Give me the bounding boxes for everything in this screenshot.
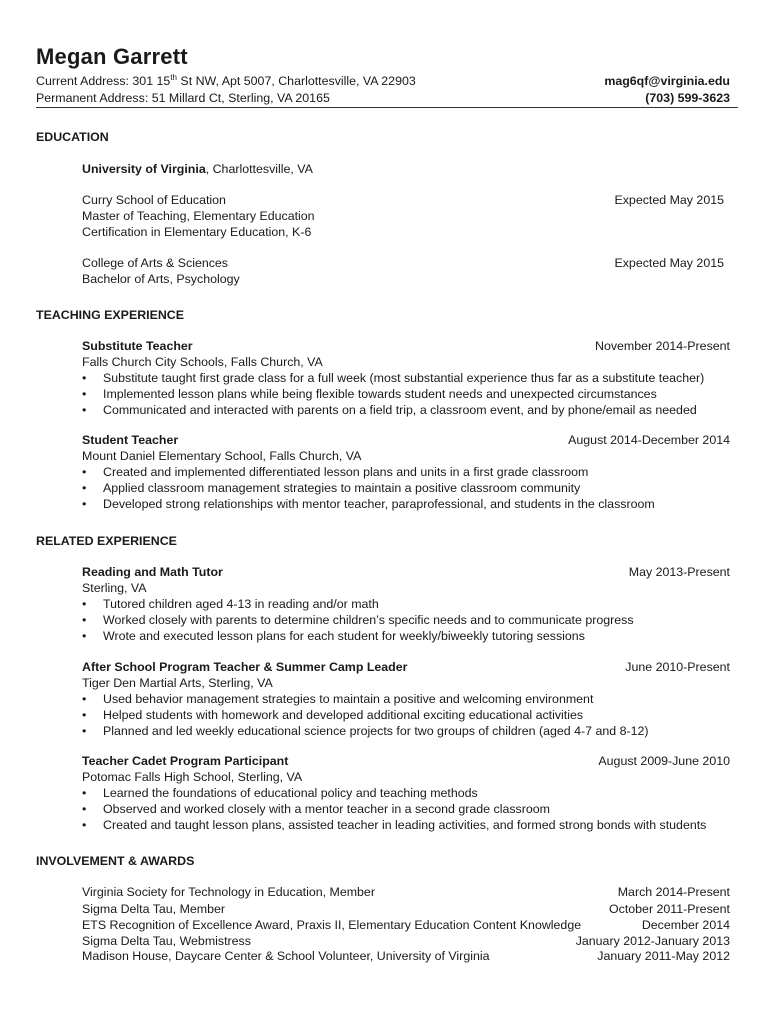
email[interactable]: mag6qf@virginia.edu <box>604 74 730 88</box>
list-item-text: Used behavior management strategies to maintain a positive and welcoming environment <box>103 692 594 706</box>
arts-school: College of Arts & Sciences <box>82 256 229 270</box>
list-item <box>82 786 478 800</box>
list-item <box>82 371 704 385</box>
job-organization: Sterling, VA <box>82 581 147 595</box>
list-item <box>82 629 585 643</box>
section-heading-related: RELATED EXPERIENCE <box>36 534 177 548</box>
job-title: After School Program Teacher & Summer Camp Leader <box>82 660 408 674</box>
list-item <box>82 597 379 611</box>
university-location: , Charlottesville, VA <box>205 162 313 176</box>
curry-date: Expected May 2015 <box>614 193 724 207</box>
permanent-address: Permanent Address: 51 Millard Ct, Sterling, VA 20165 <box>36 91 330 105</box>
list-item-text: Developed strong relationships with mentor teacher, paraprofessional, and students in the classroom <box>103 497 655 511</box>
university-line <box>82 162 313 176</box>
list-item-text: Worked closely with parents to determine children’s specific needs and to communicate progress <box>103 613 634 627</box>
job-organization: Potomac Falls High School, Sterling, VA <box>82 770 303 784</box>
current-address-superscript: th <box>170 72 177 82</box>
list-item-text: Communicated and interacted with parents on a field trip, a classroom event, and by phone/email as needed <box>103 403 697 417</box>
involvement-item: Virginia Society for Technology in Education, Member <box>82 885 375 899</box>
list-item <box>82 481 580 495</box>
header-divider <box>36 107 738 108</box>
bullet-marker: • <box>82 481 87 495</box>
involvement-item: Sigma Delta Tau, Member <box>82 902 226 916</box>
list-item <box>82 692 593 706</box>
job-organization: Falls Church City Schools, Falls Church, VA <box>82 355 323 369</box>
current-address-text: Current Address: 301 15 <box>36 74 171 88</box>
list-item-text: Applied classroom management strategies to maintain a positive classroom community <box>103 481 581 495</box>
involvement-item: Sigma Delta Tau, Webmistress <box>82 934 251 948</box>
involvement-item: Madison House, Daycare Center & School Volunteer, University of Virginia <box>82 949 490 963</box>
bullet-marker: • <box>82 371 87 385</box>
list-item-text: Substitute taught first grade class for a full week (most substantial experience thus far as a substitute teacher) <box>103 371 705 385</box>
bullet-marker: • <box>82 692 87 706</box>
list-item-text: Learned the foundations of educational policy and teaching methods <box>103 786 478 800</box>
list-item <box>82 724 649 738</box>
section-heading-teaching: TEACHING EXPERIENCE <box>36 308 185 322</box>
arts-degree: Bachelor of Arts, Psychology <box>82 272 240 286</box>
list-item-text: Created and taught lesson plans, assisted teacher in leading activities, and formed strong bonds with students <box>103 818 707 832</box>
arts-date: Expected May 2015 <box>614 256 724 270</box>
bullet-marker: • <box>82 786 87 800</box>
list-item <box>82 403 697 417</box>
job-date: May 2013-Present <box>628 565 730 579</box>
bullet-marker: • <box>82 387 87 401</box>
job-title: Substitute Teacher <box>82 339 193 353</box>
job-date: November 2014-Present <box>595 339 730 353</box>
bullet-marker: • <box>82 802 87 816</box>
involvement-date: January 2012-January 2013 <box>575 934 730 948</box>
bullet-marker: • <box>82 613 87 627</box>
list-item <box>82 465 588 479</box>
involvement-date: January 2011-May 2012 <box>597 949 730 963</box>
resume-name: Megan Garrett <box>36 44 188 69</box>
list-item-text: Created and implemented differentiated lesson plans and units in a first grade classroom <box>103 465 589 479</box>
job-date: June 2010-Present <box>625 660 730 674</box>
bullet-marker: • <box>82 465 87 479</box>
job-date: August 2009-June 2010 <box>598 754 730 768</box>
involvement-date: October 2011-Present <box>609 902 730 916</box>
curry-school: Curry School of Education <box>82 193 226 207</box>
current-address <box>36 74 416 88</box>
job-title: Student Teacher <box>82 433 179 447</box>
section-heading-education: EDUCATION <box>36 130 109 144</box>
list-item <box>82 497 655 511</box>
current-address-rest: St NW, Apt 5007, Charlottesville, VA 22903 <box>176 74 416 88</box>
list-item <box>82 708 583 722</box>
job-organization: Mount Daniel Elementary School, Falls Church, VA <box>82 449 362 463</box>
bullet-marker: • <box>82 724 87 738</box>
bullet-marker: • <box>82 629 87 643</box>
list-item-text: Tutored children aged 4-13 in reading and/or math <box>103 597 379 611</box>
job-date: August 2014-December 2014 <box>568 433 730 447</box>
bullet-marker: • <box>82 497 87 511</box>
list-item <box>82 818 706 832</box>
university-name: University of Virginia <box>82 162 206 176</box>
list-item-text: Planned and led weekly educational science projects for two groups of children (aged 4-7 and 8-12) <box>103 724 649 738</box>
list-item-text: Implemented lesson plans while being flexible towards student needs and unexpected circumstances <box>103 387 657 401</box>
list-item <box>82 802 550 816</box>
involvement-item: ETS Recognition of Excellence Award, Praxis II, Elementary Education Content Knowledge <box>82 918 582 932</box>
phone: (703) 599-3623 <box>645 91 730 105</box>
job-title: Reading and Math Tutor <box>82 565 223 579</box>
list-item <box>82 613 634 627</box>
curry-degree: Master of Teaching, Elementary Education <box>82 209 315 223</box>
involvement-date: March 2014-Present <box>617 885 730 899</box>
list-item-text: Wrote and executed lesson plans for each student for weekly/biweekly tutoring sessions <box>103 629 585 643</box>
job-title: Teacher Cadet Program Participant <box>82 754 289 768</box>
bullet-marker: • <box>82 818 87 832</box>
list-item-text: Helped students with homework and developed additional exciting educational activities <box>103 708 584 722</box>
bullet-marker: • <box>82 403 87 417</box>
bullet-marker: • <box>82 597 87 611</box>
section-heading-involvement: INVOLVEMENT & AWARDS <box>36 854 195 868</box>
job-organization: Tiger Den Martial Arts, Sterling, VA <box>82 676 273 690</box>
list-item-text: Observed and worked closely with a mentor teacher in a second grade classroom <box>103 802 550 816</box>
list-item <box>82 387 657 401</box>
curry-certification: Certification in Elementary Education, K-6 <box>82 225 312 239</box>
bullet-marker: • <box>82 708 87 722</box>
involvement-date: December 2014 <box>641 918 730 932</box>
